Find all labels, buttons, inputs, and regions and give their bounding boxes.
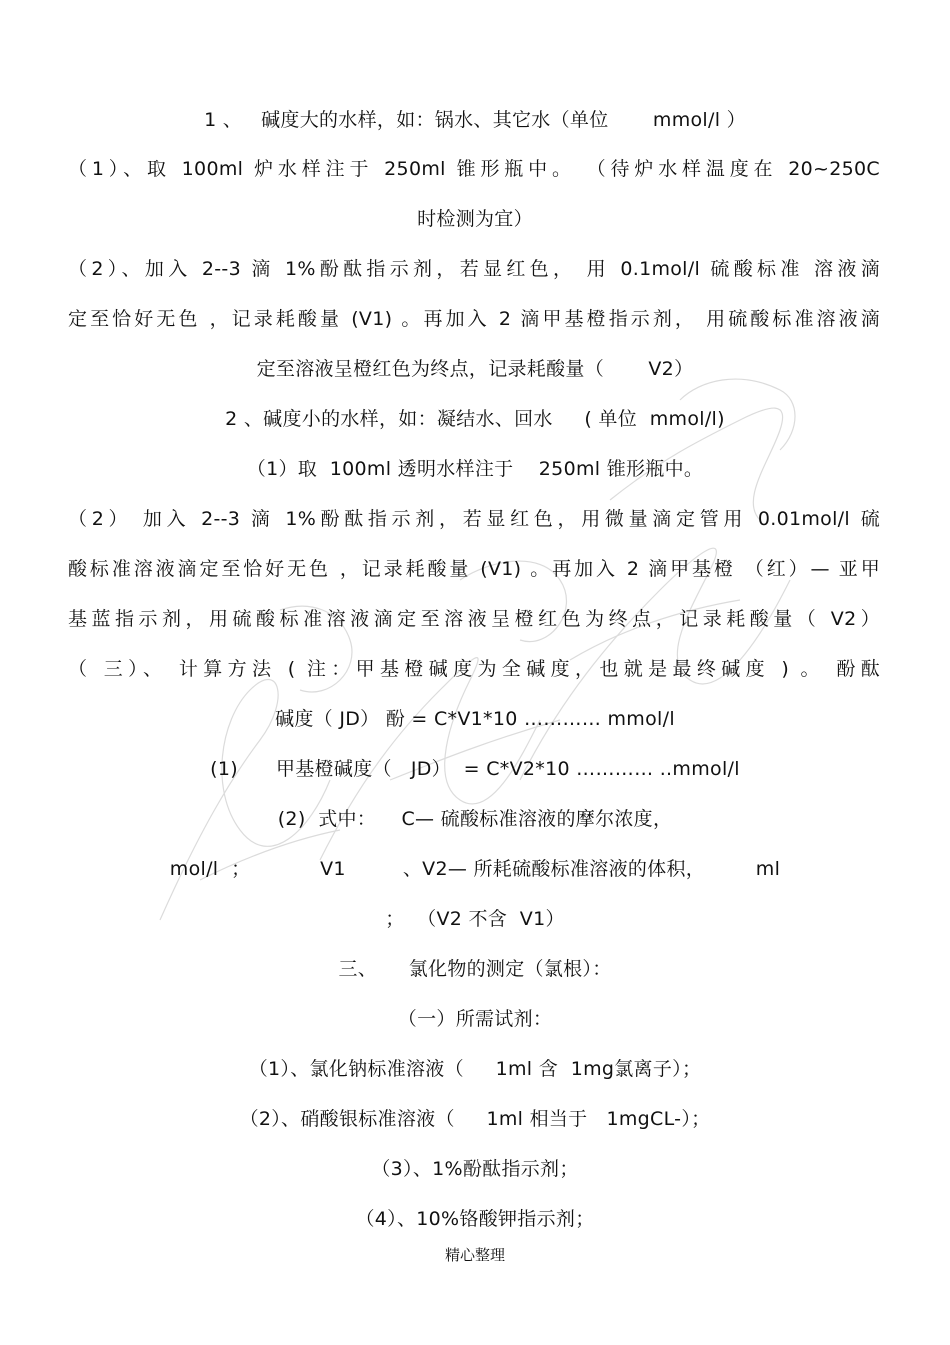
page-footer: 精心整理 bbox=[444, 1246, 505, 1264]
text-line-6: 定至溶液呈橙红色为终点，记录耗酸量（ V2） bbox=[256, 358, 694, 380]
text-line-9: （2） 加入 2--3 滴 1%酚酞指示剂，若显红色，用微量滴定管用 0.01mol/l 硫 bbox=[68, 508, 880, 530]
formula-phenolphthalein: 碱度（ JD） 酚 = C*V1*10 ………… mmol/l bbox=[275, 708, 675, 730]
text-line-16: mol/l ； V1 、V2— 所耗硫酸标准溶液的体积， ml bbox=[169, 858, 781, 880]
text-line-12: （ 三）、 计算方法 ( 注：甲基橙碱度为全碱度，也就是最终碱度 ) 。 酚酞 bbox=[68, 658, 880, 680]
text-line-7: 2 、碱度小的水样，如：凝结水、回水 ( 单位 mmol/l) bbox=[225, 408, 725, 430]
formula-methyl-orange: (1) 甲基橙碱度（ JD） = C*V2*10 ………… ..mmol/l bbox=[210, 758, 740, 780]
reagent-item-2: （2）、硝酸银标准溶液（ 1ml 相当于 1mgCL-）； bbox=[239, 1108, 711, 1130]
text-line-11: 基蓝指示剂，用硫酸标准溶液滴定至溶液呈橙红色为终点，记录耗酸量（ V2） bbox=[68, 608, 880, 630]
text-line-2: （1）、取 100ml 炉水样注于 250ml 锥形瓶中。 （待炉水样温度在 20~250C bbox=[68, 158, 880, 180]
text-line-17: ； （V2 不含 V1） bbox=[385, 908, 565, 930]
text-line-3: 时检测为宜） bbox=[417, 208, 533, 230]
text-line-10: 酸标准溶液滴定至恰好无色 ，记录耗酸量 (V1) 。再加入 2 滴甲基橙 （红）— 亚甲 bbox=[68, 558, 880, 580]
section-heading-chloride: 三、 氯化物的测定（氯根）： bbox=[338, 958, 612, 980]
text-line-15: (2) 式中： C— 硫酸标准溶液的摩尔浓度， bbox=[277, 808, 673, 830]
text-line-4: （2）、加入 2--3 滴 1%酚酞指示剂，若显红色， 用 0.1mol/l 硫酸标准 溶液滴 bbox=[68, 258, 880, 280]
text-line-8: （1）取 100ml 透明水样注于 250ml 锥形瓶中。 bbox=[246, 458, 704, 480]
reagent-item-1: （1）、氯化钠标准溶液（ 1ml 含 1mg氯离子）； bbox=[248, 1058, 702, 1080]
reagent-item-3: （3）、1%酚酞指示剂； bbox=[371, 1158, 579, 1180]
subsection-heading-reagents: （一）所需试剂： bbox=[397, 1008, 553, 1030]
text-line-5: 定至恰好无色 ，记录耗酸量 (V1) 。再加入 2 滴甲基橙指示剂， 用硫酸标准溶液滴 bbox=[68, 308, 880, 330]
reagent-item-4: （4）、10%铬酸钾指示剂； bbox=[355, 1208, 595, 1230]
text-line-1: 1 、 碱度大的水样，如：锅水、其它水（单位 mmol/l ） bbox=[204, 109, 746, 131]
